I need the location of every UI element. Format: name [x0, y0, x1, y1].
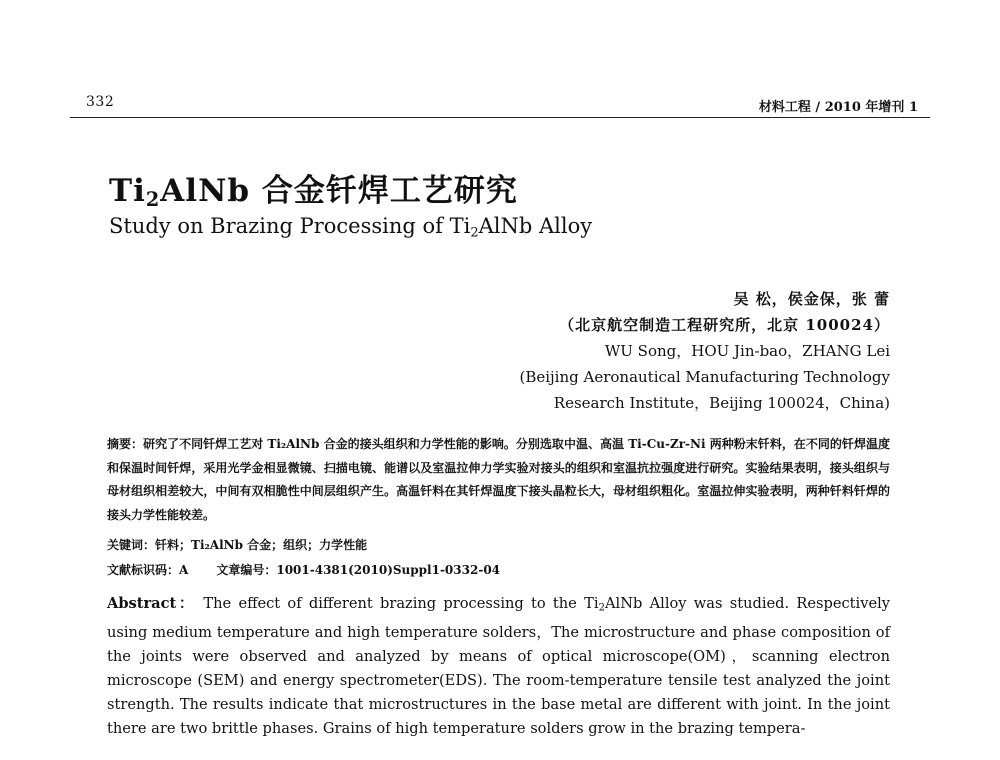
keywords-line	[107, 536, 367, 553]
page-number: 332	[86, 94, 115, 110]
journal-running-head: 材料工程 / 2010 年增刊 1	[758, 100, 918, 115]
abstract-english-text-start: The effect of different brazing processing to the Ti	[203, 595, 599, 612]
article-number-value: 1001-4381(2010)Suppl1-0332-04	[276, 563, 501, 577]
authors-chinese: 吴 松，侯金保，张 蕾	[733, 290, 890, 308]
doc-code-value: A	[179, 563, 189, 577]
abstract-english	[107, 592, 890, 741]
abstract-english-subscript: 2	[598, 602, 606, 614]
document-codes-line	[107, 561, 500, 578]
author-block	[519, 286, 890, 416]
keywords-label: 关键词：	[107, 538, 156, 552]
affiliation-chinese: （北京航空制造工程研究所，北京 100024）	[559, 316, 890, 334]
keywords-text: 钎料；Ti₂AlNb 合金；组织；力学性能	[155, 538, 368, 552]
affiliation-english-line-1: (Beijing Aeronautical Manufacturing Technology	[519, 368, 890, 386]
abstract-english-label: Abstract：	[107, 595, 197, 612]
title-chinese: $Ti_2AlNb$ 合金钎焊工艺研究	[109, 173, 518, 211]
title-english: Study on Brazing Processing of $Ti_2AlNb$ Alloy	[109, 214, 593, 241]
affiliation-english-line-2: Research Institute，Beijing 100024，China)	[553, 394, 890, 412]
doc-code-label: 文献标识码：	[107, 563, 180, 577]
abstract-chinese-text: 研究了不同钎焊工艺对 Ti₂AlNb 合金的接头组织和力学性能的影响。分别选取中温、高温 Ti-Cu-Zr-Ni 两种粉末钎料，在不同的钎焊温度和保温时间钎焊，采用光学金相显微镜、扫描电镜、能谱以及室温拉伸力学实验对接头的组织和室温抗拉强度进行研究。实验结果表明，接头组织与母材组织相差较大，中间有双相脆性中间层组织产生。高温钎料在其钎焊温度下接头晶粒长大，母材组织粗化。室温拉伸实验表明，两种钎料钎焊的接头力学性能较差。	[107, 437, 890, 522]
authors-english: WU Song，HOU Jin-bao，ZHANG Lei	[604, 342, 890, 360]
abstract-chinese-label: 摘要：	[107, 437, 144, 451]
abstract-chinese	[107, 433, 890, 527]
article-number-label: 文章编号：	[216, 563, 277, 577]
abstract-english-text-rest: AlNb Alloy was studied. Respectively using medium temperature and high temperature solders，The microstructure and phase composition of the joints were observed and analyzed by means of optical microscope(OM)，scanning electron microscope (SEM) and energy spectrometer(EDS). The room-temperature tensile test analyzed the joint strength. The results indicate that microstructures in the base metal are different with joint. In the joint there are two brittle phases. Grains of high temperature solders grow in the brazing tempera-	[107, 595, 890, 737]
header-divider	[70, 117, 930, 118]
